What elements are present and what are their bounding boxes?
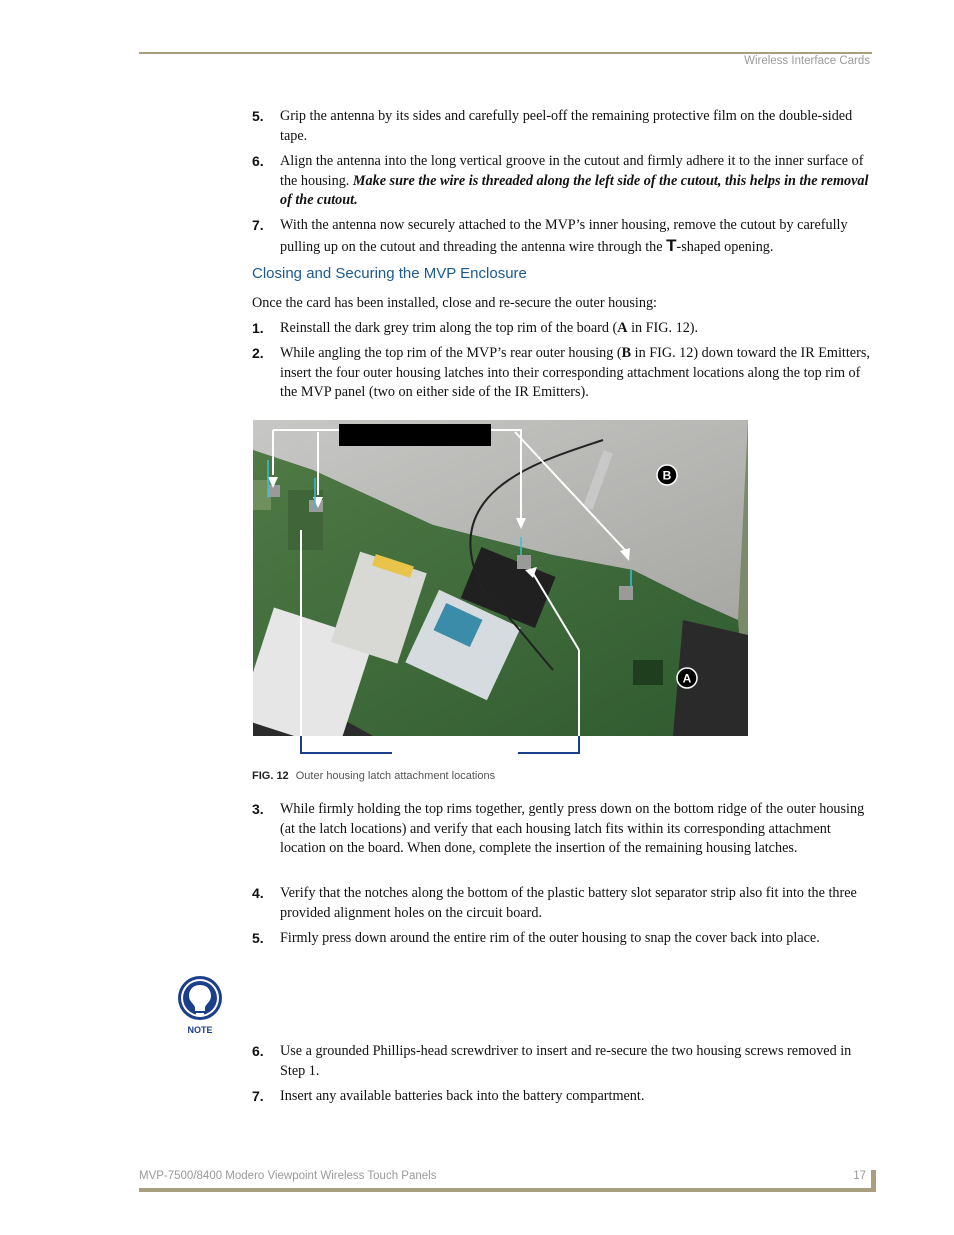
step-text-bold: B bbox=[621, 345, 632, 361]
step-number: 7. bbox=[252, 217, 264, 233]
note-icon-label: NOTE bbox=[187, 1025, 213, 1035]
step-number: 3. bbox=[252, 801, 264, 817]
header-section-title: Wireless Interface Cards bbox=[744, 55, 870, 67]
step-3-press-rims bbox=[252, 800, 872, 859]
step-text-post: in FIG. 12). bbox=[627, 320, 699, 336]
step-text bbox=[280, 152, 872, 211]
step-text-bold: A bbox=[617, 320, 628, 336]
step-text-plain: Align the antenna into the long vertical groove in the cutout and firmly adhere it to the inner surface of the housing. bbox=[280, 153, 864, 189]
step-text-pre: While angling the top rim of the MVP’s rear outer housing ( bbox=[280, 345, 622, 361]
figure-leader-right-horizontal bbox=[518, 752, 580, 754]
marker-a-label: A bbox=[682, 671, 692, 686]
footer-page-number: 17 bbox=[853, 1170, 866, 1182]
step-number: 5. bbox=[252, 930, 264, 946]
step-number: 4. bbox=[252, 885, 264, 901]
figure-leader-right bbox=[578, 736, 580, 753]
step-number: 1. bbox=[252, 320, 264, 336]
figure-caption bbox=[252, 770, 495, 782]
step-text: Firmly press down around the entire rim of the outer housing to snap the cover back into place. bbox=[280, 930, 820, 946]
section-intro: Once the card has been installed, close and re-secure the outer housing: bbox=[252, 295, 657, 311]
figure-leader-left bbox=[300, 736, 302, 753]
step-5-peel-film bbox=[252, 107, 872, 146]
step-6-align-antenna bbox=[252, 152, 872, 211]
figure-caption-text: Outer housing latch attachment locations bbox=[295, 770, 496, 782]
step-number: 5. bbox=[252, 108, 264, 124]
step-7-remove-cutout bbox=[252, 216, 872, 257]
step-text bbox=[280, 216, 872, 257]
step-2-insert-latches bbox=[252, 344, 872, 403]
step-5-snap-cover bbox=[252, 929, 872, 949]
lightbulb-icon bbox=[175, 975, 225, 1037]
figure-photo bbox=[253, 420, 748, 736]
step-text: Verify that the notches along the bottom of the plastic battery slot separator strip also fit into the three provided alignment holes on the circuit board. bbox=[280, 885, 857, 921]
step-number: 6. bbox=[252, 153, 264, 169]
section-heading: Closing and Securing the MVP Enclosure bbox=[252, 265, 527, 282]
figure-label: FIG. 12 bbox=[252, 770, 289, 782]
step-text-post: in FIG. 12) down toward the IR Emitters, insert the four outer housing latches into their corresponding attachment locations along the top rim of the MVP panel (two on either side of the IR Emitters). bbox=[280, 345, 870, 401]
step-text: Insert any available batteries back into the battery compartment. bbox=[280, 1088, 645, 1104]
marker-b-label: B bbox=[662, 468, 672, 483]
step-text-pre: Reinstall the dark grey trim along the top rim of the board ( bbox=[280, 320, 618, 336]
step-text: Use a grounded Phillips-head screwdriver to insert and re-secure the two housing screws removed in Step 1. bbox=[280, 1043, 852, 1079]
step-7-insert-batteries bbox=[252, 1087, 872, 1107]
step-1-reinstall-trim bbox=[252, 319, 872, 339]
housing-photo-illustration bbox=[253, 420, 748, 736]
step-text bbox=[280, 344, 872, 403]
step-text: While firmly holding the top rims together, gently press down on the bottom ridge of the outer housing (at the latch locations) and verify that each housing latch fits within its corresponding attachment location on the board. When done, complete the insertion of the remaining housing latches. bbox=[280, 801, 865, 857]
step-6-resecure-screws bbox=[252, 1042, 872, 1081]
footer-doc-title: MVP-7500/8400 Modero Viewpoint Wireless Touch Panels bbox=[139, 1170, 437, 1182]
step-4-verify-notches bbox=[252, 884, 872, 923]
step-number: 2. bbox=[252, 345, 264, 361]
step-text: Grip the antenna by its sides and carefully peel-off the remaining protective film on the double-sided tape. bbox=[280, 108, 853, 144]
step-number: 7. bbox=[252, 1088, 264, 1104]
figure-leader-left-horizontal bbox=[300, 752, 392, 754]
step-number: 6. bbox=[252, 1043, 264, 1059]
step-text-plain-after: -shaped opening. bbox=[676, 238, 774, 255]
step-text-emphasis: Make sure the wire is threaded along the left side of the cutout, this helps in the removal of the cutout. bbox=[280, 172, 869, 209]
note-icon bbox=[175, 975, 225, 1037]
step-text bbox=[280, 319, 872, 339]
footer-rule bbox=[139, 1188, 872, 1192]
step-text-plain: With the antenna now securely attached to the MVP’s inner housing, remove the cutout by carefully pulling up on the cutout and threading the antenna wire through the bbox=[280, 217, 848, 255]
t-shape-letter: T bbox=[666, 235, 677, 255]
header-rule bbox=[139, 52, 872, 54]
